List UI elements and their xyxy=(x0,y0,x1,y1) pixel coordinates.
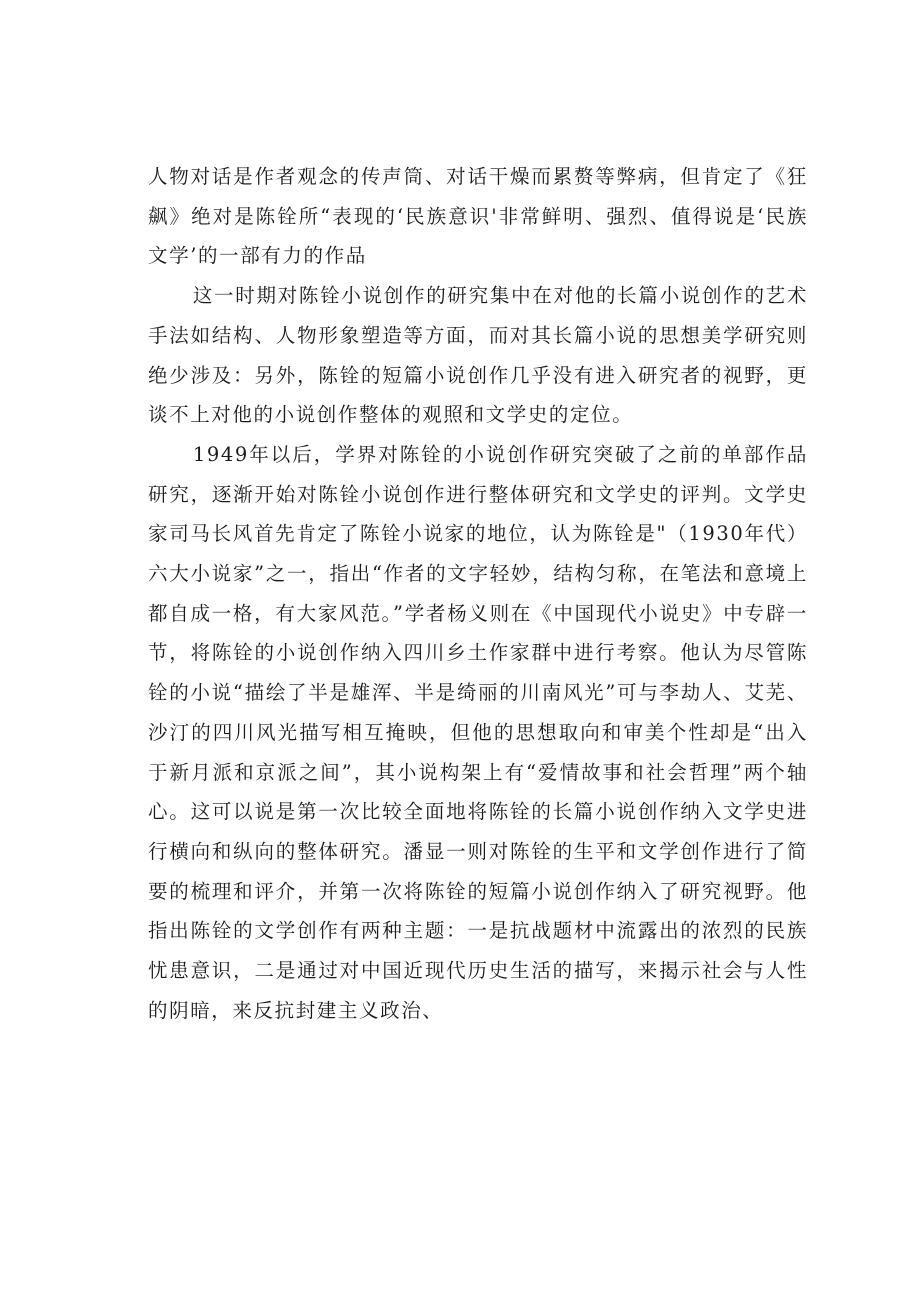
body-text xyxy=(148,157,808,1030)
paragraph-continuation: 人物对话是作者观念的传声筒、对话干燥而累赘等弊病，但肯定了《狂飙》绝对是陈铨所“表现的‘民族意识'非常鲜明、强烈、值得说是‘民族文学’的一部有力的作品 xyxy=(148,165,808,268)
paragraph-research-period: 这一时期对陈铨小说创作的研究集中在对他的长篇小说创作的艺术手法如结构、人物形象塑造等方面，而对其长篇小说的思想美学研究则绝少涉及：另外，陈铨的短篇小说创作几乎没有进入研究者的视野，更谈不上对他的小说创作整体的观照和文学史的定位。 xyxy=(148,284,808,427)
paragraph-after-1949: 1949年以后，学界对陈铨的小说创作研究突破了之前的单部作品研究，逐渐开始对陈铨小说创作进行整体研究和文学史的评判。文学史家司马长风首先肯定了陈铨小说家的地位，认为陈铨是"（1930年代）六大小说家”之一，指出“作者的文字轻妙，结构匀称，在笔法和意境上都自成一格，有大家风范。”学者杨义则在《中国现代小说史》中专辟一节，将陈铨的小说创作纳入四川乡土作家群中进行考察。他认为尽管陈铨的小说“描绘了半是雄浑、半是绮丽的川南风光”可与李劫人、艾芜、沙汀的四川风光描写相互掩映，但他的思想取向和审美个性却是“出入于新月派和京派之间”，其小说构架上有“爱情故事和社会哲理”两个轴心。这可以说是第一次比较全面地将陈铨的长篇小说创作纳入文学史进行横向和纵向的整体研究。潘显一则对陈铨的生平和文学创作进行了简要的梳理和评介，并第一次将陈铨的短篇小说创作纳入了研究视野。他指出陈铨的文学创作有两种主题：一是抗战题材中流露出的浓烈的民族忧患意识，二是通过对中国近现代历史生活的描写，来揭示社会与人性的阴暗，来反抗封建主义政治、 xyxy=(148,442,808,1022)
